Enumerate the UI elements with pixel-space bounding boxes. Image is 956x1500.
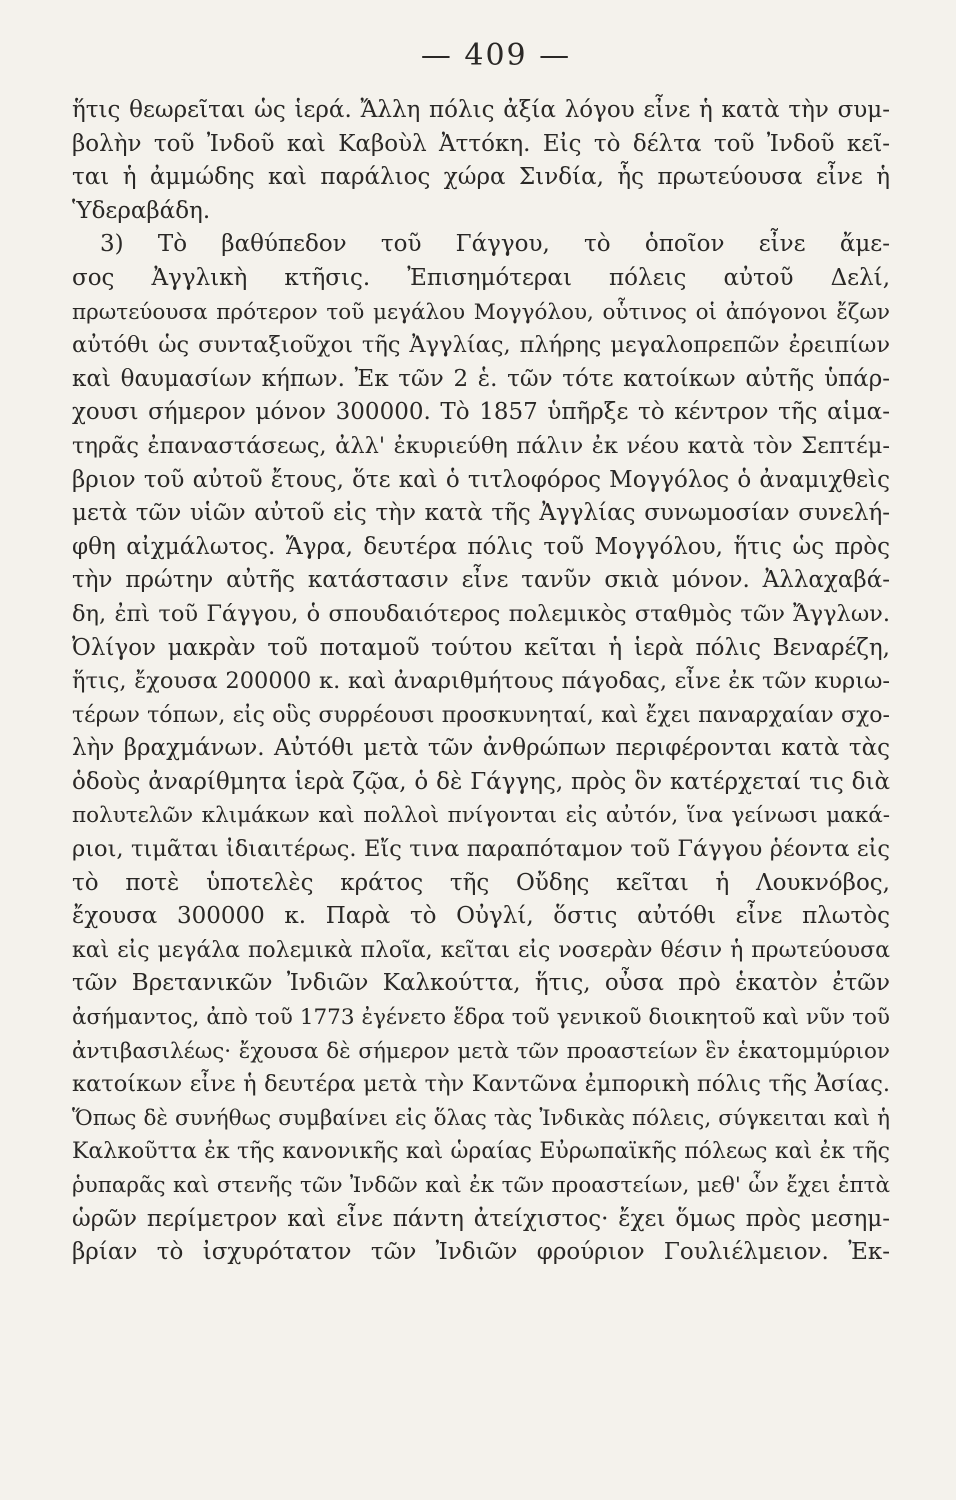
text-line: ται ἡ ἀμμώδης καὶ παράλιος χώρα Σινδία, ἧς πρωτεύουσα εἶνε ἡ [72,164,890,191]
text-line: φθη αἰχμάλωτος. Ἄγρα, δευτέρα πόλις τοῦ Μογγόλου, ἥτις ὡς πρὸς [72,533,890,560]
text-line: δη, ἐπὶ τοῦ Γάγγου, ὁ σπουδαιότερος πολεμικὸς σταθμὸς τῶν Ἄγγλων. [72,600,890,627]
text-line: Ὅπως δὲ συνήθως συμβαίνει εἰς ὅλας τὰς Ἰνδικὰς πόλεις, σύγκειται καὶ ἡ [72,1105,890,1131]
text-line: βολὴν τοῦ Ἰνδοῦ καὶ Καβοὺλ Ἀττόκη. Εἰς τὸ δέλτα τοῦ Ἰνδοῦ κεῖ- [72,130,890,157]
text-line: λὴν βραχμάνων. Αὐτόθι μετὰ τῶν ἀνθρώπων περιφέρονται κατὰ τὰς [72,735,890,762]
text-line: πολυτελῶν κλιμάκων καὶ πολλοὶ πνίγονται εἰς αὐτόν, ἵνα γείνωσι μακά- [72,803,890,829]
text-line: ριοι, τιμᾶται ἰδιαιτέρως. Εἴς τινα παραπόταμον τοῦ Γάγγου ῥέοντα εἰς [72,836,890,863]
text-line: ἥτις, ἔχουσα 200000 κ. καὶ ἀναριθμήτους πάγοδας, εἶνε ἐκ τῶν κυριω- [72,668,890,695]
text-line: ἀντιβασιλέως· ἔχουσα δὲ σήμερον μετὰ τῶν προαστείων ἓν ἑκατομμύριον [72,1038,890,1064]
text-line: μετὰ τῶν υἱῶν αὐτοῦ εἰς τὴν κατὰ τῆς Ἀγγλίας συνωμοσίαν συνελή- [72,500,890,527]
text-line: ἀσήμαντος, ἀπὸ τοῦ 1773 ἐγένετο ἕδρα τοῦ γενικοῦ διοικητοῦ καὶ νῦν τοῦ [72,1005,890,1031]
text-line: ῥυπαρᾶς καὶ στενῆς τῶν Ἰνδῶν καὶ ἐκ τῶν προαστείων, μεθ' ὧν ἔχει ἑπτὰ [72,1173,890,1198]
body-text [72,94,890,1270]
text-line: 3) Τὸ βαθύπεδον τοῦ Γάγγου, τὸ ὁποῖον εἶνε ἄμε- [100,231,890,258]
text-line: τῶν Βρετανικῶν Ἰνδιῶν Καλκούττα, ἥτις, οὖσα πρὸ ἑκατὸν ἐτῶν [72,970,890,997]
text-line: τηρᾶς ἐπαναστάσεως, ἀλλ' ἐκυριεύθη πάλιν ἐκ νέου κατὰ τὸν Σεπτέμ- [72,432,890,459]
text-line: καὶ εἰς μεγάλα πολεμικὰ πλοῖα, κεῖται εἰς νοσερὰν θέσιν ἡ πρωτεύουσα [72,937,890,963]
text-line: σος Ἀγγλικὴ κτῆσις. Ἐπισημότεραι πόλεις αὐτοῦ Δελί, [72,264,890,291]
text-line: βρίαν τὸ ἰσχυρότατον τῶν Ἰνδιῶν φρούριον Γουλιέλμειον. Ἐκ- [72,1239,890,1266]
text-line: ἔχουσα 300000 κ. Παρὰ τὸ Οὐγλί, ὅστις αὐτόθι εἶνε πλωτὸς [72,903,890,930]
text-line: τὸ ποτὲ ὑποτελὲς κράτος τῆς Οὔδης κεῖται ἡ Λουκνόβος, [72,869,890,896]
text-line: πρωτεύουσα πρότερον τοῦ μεγάλου Μογγόλου, οὗτινος οἱ ἀπόγονοι ἔζων [72,299,890,325]
text-line: ὡρῶν περίμετρον καὶ εἶνε πάντη ἀτείχιστος· ἔχει ὅμως πρὸς μεσημ- [72,1205,890,1232]
text-line: καὶ θαυμασίων κήπων. Ἐκ τῶν 2 ἑ. τῶν τότε κατοίκων αὐτῆς ὑπάρ- [72,365,890,392]
text-line: αὐτόθι ὡς συνταξιοῦχοι τῆς Ἀγγλίας, πλήρης μεγαλοπρεπῶν ἐρειπίων [72,332,890,359]
text-line: χουσι σήμερον μόνον 300000. Τὸ 1857 ὑπῆρξε τὸ κέντρον τῆς αἱμα- [72,399,890,426]
text-line: Καλκοῦττα ἐκ τῆς κανονικῆς καὶ ὡραίας Εὐρωπαϊκῆς πόλεως καὶ ἐκ τῆς [72,1139,890,1165]
text-line: Ὀλίγον μακρὰν τοῦ ποταμοῦ τούτου κεῖται ἡ ἱερὰ πόλις Βεναρέζη, [72,634,890,661]
text-line: κατοίκων εἶνε ἡ δευτέρα μετὰ τὴν Καντῶνα ἐμπορικὴ πόλις τῆς Ἀσίας. [72,1071,890,1098]
text-line: ὁδοὺς ἀναρίθμητα ἱερὰ ζῷα, ὁ δὲ Γάγγης, πρὸς ὃν κατέρχεταί τις διὰ [72,768,890,795]
text-line: τὴν πρώτην αὐτῆς κατάστασιν εἶνε τανῦν σκιὰ μόνον. Ἀλλαχαβά- [72,567,890,594]
page-number: — 409 — [420,38,572,73]
text-line: Ὑδεραβάδη. [72,197,211,224]
text-line: ἥτις θεωρεῖται ὡς ἱερά. Ἄλλη πόλις ἀξία λόγου εἶνε ἡ κατὰ τὴν συμ- [72,97,890,123]
text-line: βριον τοῦ αὐτοῦ ἔτους, ὅτε καὶ ὁ τιτλοφόρος Μογγόλος ὁ ἀναμιχθεὶς [72,466,890,493]
text-line: τέρων τόπων, εἰς οὓς συρρέουσι προσκυνηταί, καὶ ἔχει παναρχαίαν σχο- [72,702,890,728]
